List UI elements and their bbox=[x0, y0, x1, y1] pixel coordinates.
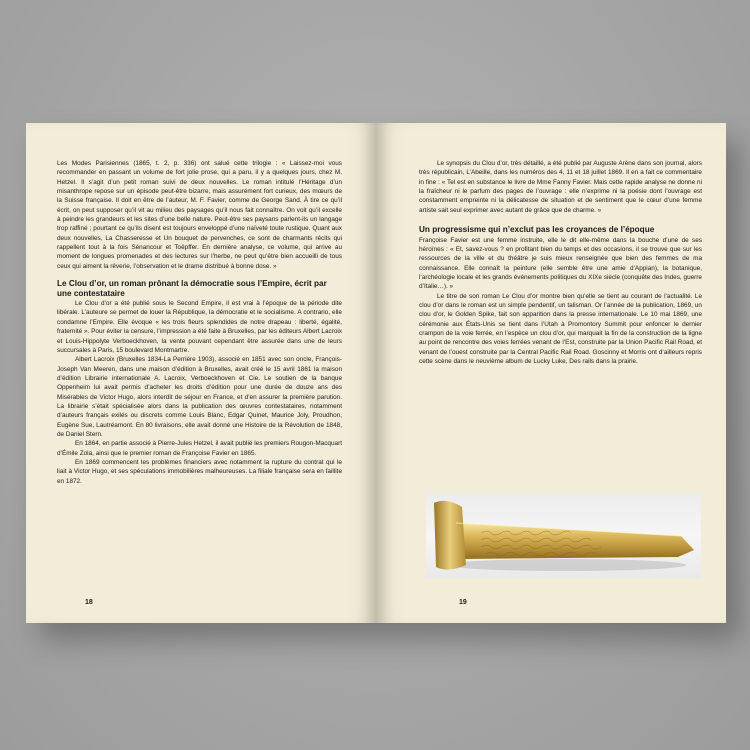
right-paragraph: Le synopsis du Clou d’or, très détaillé, a été publié par Auguste Arène dans son journal, alors très républicain, L’Abeille, dans les numéros des 4, 11 et 18 juillet 1869. Il en a fait ce commentaire in fine : « Tel est en substance le livre de Mme Fanny Favier. Mais cette rapide analyse ne donne ni la fraîcheur ni le parfum des pages de l’ouvrage : elle n’exprime ni la poésie dont l’ouvrage est constamment empreinte ni la délicatesse de situation et de sentiment que le cœur d’une femme artiste sait seul exprimer avec autant de grâce que de charme. » bbox=[419, 160, 702, 214]
right-section-heading: Un progressisme qui n’exclut pas les croyances de l’époque bbox=[419, 225, 655, 235]
page-number-left: 18 bbox=[85, 599, 93, 606]
left-paragraph: Le Clou d’or a été publié sous le Second Empire, il est vrai à l’époque de la période dite libérale. L’auteure se permet de louer la République, la démocratie et le socialisme. A contrario, elle condamne l’Empire. Elle évoque « les trois fleurs splendides de notre drapeau : liberté, égalité, fraternité ». Pour éviter la censure, l’impression a été faite à Bruxelles, par les éditeurs Albert Lacroix et Louis-Hippolyte Verboeckhoven, la vente pouvant cependant être assurée dans une de leurs succursales à Paris, 15 boulevard Montmartre. bbox=[57, 300, 342, 354]
right-text-column bbox=[419, 159, 702, 366]
spike-shaft bbox=[456, 523, 694, 559]
left-paragraph: En 1864, en partie associé à Pierre-Jules Hetzel, il avait publié les premiers Rougon-Macquart d’Émile Zola, ainsi que le premier roman de Françoise Favier en 1865. bbox=[57, 440, 342, 457]
spike-head bbox=[434, 501, 466, 570]
left-paragraph: Albert Lacroix (Bruxelles 1834-La Perrière 1903), associé en 1851 avec son oncle, François-Joseph Van Meeren, dans une maison d’édition à Bruxelles, avait créé le 15 avril 1861 la maison d’édition Librairie internationale A. Lacroix, Verboeckhoven et Cie. Le soutien de la banque Oppenheim lui avait permis d’acheter les droits d’édition pour une durée de douze ans des Misérables de Victor Hugo, alors interdit de séjour en France, et d’en assurer la première parution. La librairie s’était spécialisée alors dans la publication des œuvres contestataires, notamment d’auteurs français exilés ou discrets comme Louis Blanc, Edgar Quinet, Maurice Joly, Proudhon, Eugène Sue, Lautréamont. En 80 livraisons, elle avait donné une Histoire de la Révolution de 1848, de Daniel Stern. bbox=[57, 356, 342, 438]
right-page bbox=[376, 123, 726, 623]
left-page bbox=[26, 123, 376, 623]
left-paragraph: Les Modes Parisiennes (1865, t. 2, p. 336) ont salué cette trilogie : « Laissez-moi vous recommander en passant un volume de fort jolie prose, qui a paru, il y a quelques jours, chez M. Hetzel. Il s’agit d’un petit roman suivi de deux nouvelles. Le roman intitulé l’Héritage d’un misanthrope repose sur un épisode peut-être bizarre, mais assurément fort curieux, des mœurs de la Suisse française. Il doit en être de l’auteur, M. F. Favier, comme de George Sand. À tire ce qu’il écrit, on peut supposer qu’il vit au milieu des paysages qu’il nous fait connaître. On voit qu’il excelle à peindre les grandeurs et les sites d’une belle nature. Peut-être ses paysans parlent-ils un langage trop raffiné ; pourtant ce qu’ils disent est toujours enveloppé d’une naïveté toute rustique. Quant aux deux nouvelles, La Chasseresse et Un bouquet de pervenches, ce sont de charmants récits qui rappellent tout à la fois Sénancour et Toëpffer. En dernière analyse, ce volume, qui arrive au moment de longues promenades et des lectures sur l’herbe, ne peut qu’être bien accueilli de tous ceux qui aiment la rêverie, l’observation et le drame distribué à bonne dose. » bbox=[57, 160, 342, 270]
right-paragraph: Le titre de son roman Le Clou d’or montre bien qu’elle se tient au courant de l’actualité. Le clou d’or dans le roman est un simple pendentif, un talisman. Or l’année de la publication, 1869, un clou d’or, le Golden Spike, fait son apparition dans la presse internationale. Le 10 mai 1869, une cérémonie aux États-Unis se tient dans l’Utah à Promontory Summit pour enfoncer le dernier crampon de la voie ferrée, en l’espèce un clou d’or, qui marquait la fin de la construction de la ligne au point de rencontre des voies ferrées venant de l’Est, construite par la Union Pacific Rail Road, et venant de l’ouest construite par la Central Pacific Rail Road. Goscinny et Morris ont d’ailleurs repris cette scène dans le neuvième album de Lucky Luke, Des rails dans la prairie. bbox=[419, 292, 702, 366]
left-text-column bbox=[57, 159, 342, 486]
left-paragraph: En 1869 commencent les problèmes financiers avec notamment la rupture du contrat qui le liait à Victor Hugo, et ses spéculations immobilières malheureuses. La filiale française sera en faillite en 1872. bbox=[57, 458, 342, 485]
right-paragraph: Françoise Favier est une femme instruite, elle le dit elle-même dans la bouche d’une de ses héroïnes : « Et, savez-vous ? en profitant bien du temps et des occasions, il se trouve que sur les ressources de la ville et du théâtre je suis mieux renseignée que bien des femmes de ma connaissance. Elle connaît la peinture (elle semble être une amie d’Appian), la botanique, l’archéologie locale et les grands événements politiques du XIXe siècle (conquête des Indes, guerre d’Italie…). » bbox=[419, 236, 702, 291]
page-number-right: 19 bbox=[459, 599, 467, 606]
left-section-heading: Le Clou d’or, un roman prônant la démocratie sous l’Empire, écrit par une contestataire bbox=[57, 279, 327, 298]
golden-spike-photo bbox=[426, 493, 701, 578]
